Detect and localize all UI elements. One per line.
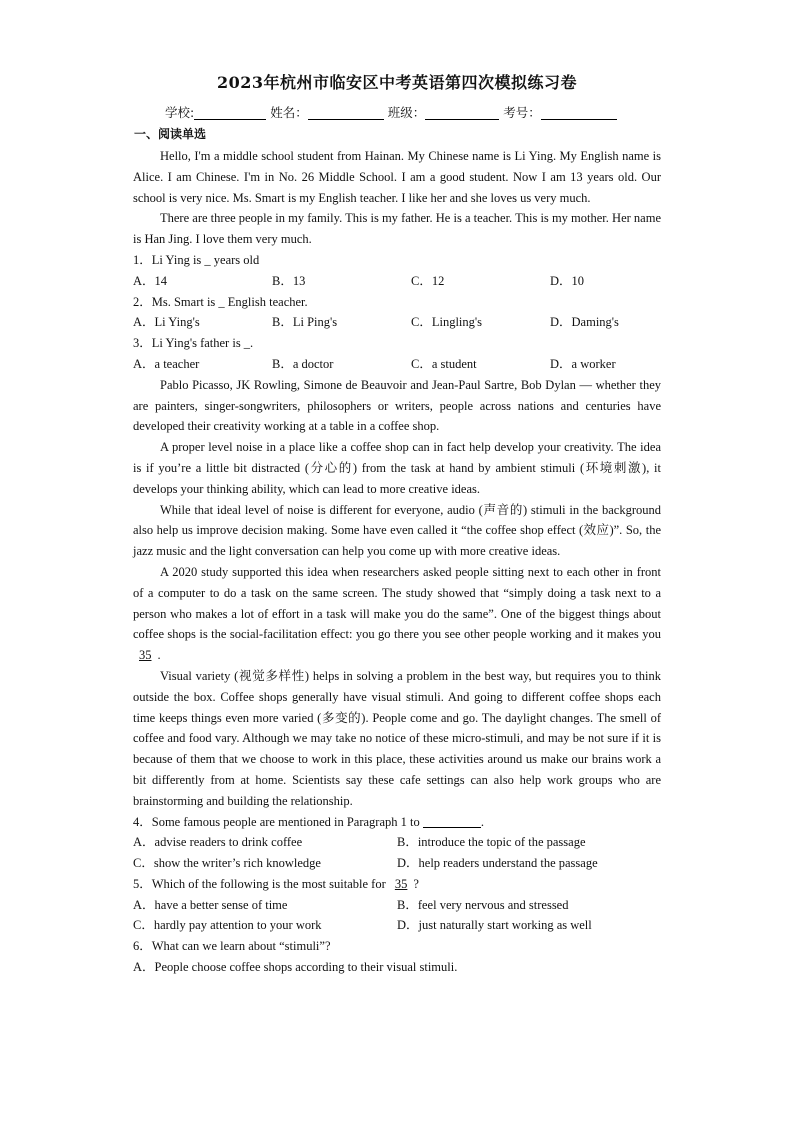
- q2-option-a[interactable]: A．Li Ying's: [133, 315, 200, 330]
- q1-option-a[interactable]: A．14: [133, 273, 168, 288]
- q4-option-a[interactable]: A．advise readers to drink coffee: [133, 835, 303, 850]
- q5-blank-35: 35: [394, 876, 408, 891]
- student-info-line: [165, 103, 617, 121]
- q5-option-a[interactable]: A．have a better sense of time: [133, 897, 288, 912]
- q1-option-c[interactable]: C．12: [411, 273, 445, 288]
- q1-option-d[interactable]: D．10: [550, 273, 585, 288]
- question-2-stem: 2．Ms. Smart is _ English teacher.: [133, 294, 308, 309]
- school-field[interactable]: [194, 105, 266, 120]
- q3-option-d[interactable]: D．a worker: [550, 356, 616, 371]
- q4-blank: [423, 815, 481, 828]
- exam-number-label: 考号：: [503, 105, 541, 120]
- question-1-stem: 1．Li Ying is _ years old: [133, 252, 260, 267]
- question-3-stem: 3．Li Ying's father is _.: [133, 336, 254, 351]
- q5-option-d[interactable]: D．just naturally start working as well: [397, 918, 592, 933]
- question-2-options: [133, 312, 661, 333]
- blank-35: 35: [139, 648, 152, 663]
- q2-option-d[interactable]: D．Daming's: [550, 315, 619, 330]
- passage2-paragraph-3: While that ideal level of noise is different for everyone, audio (声音的) stimuli in the background also help us improve decision making. Some have even called it “the coffee shop effect (效应)”. So, the jazz music and the light conversation can help you come up with more creative ideas.: [133, 502, 661, 559]
- school-label: 学校:: [165, 105, 195, 120]
- question-1-options: [133, 271, 661, 292]
- q4-option-b[interactable]: B．introduce the topic of the passage: [397, 835, 586, 850]
- q4-option-d[interactable]: D．help readers understand the passage: [397, 856, 598, 871]
- q1-option-b[interactable]: B．13: [272, 273, 306, 288]
- name-field[interactable]: [308, 105, 384, 120]
- passage2-paragraph-2: A proper level noise in a place like a coffee shop can in fact help develop your creativity. The idea is if you’re a little bit distracted (分心的) from the task at hand by ambient stimuli (环境刺激), it develops your thinking ability, which can lead to more creative ideas.: [133, 440, 661, 496]
- q5-option-c[interactable]: C．hardly pay attention to your work: [133, 918, 322, 933]
- q3-option-c[interactable]: C．a student: [411, 356, 477, 371]
- question-4-stem: [133, 812, 661, 833]
- name-label: 姓名：: [270, 105, 308, 120]
- passage1-paragraph-1: Hello, I'm a middle school student from Hainan. My Chinese name is Li Ying. My English name is Alice. I am Chinese. I'm in No. 26 Middle School. I am a good student. Now I am 13 years old. Our school is very nice. Ms. Smart is my English teacher. I like her and she loves us very much.: [133, 149, 661, 205]
- section-heading: 一、阅读单选: [134, 127, 207, 141]
- question-5-options-row-2: [133, 915, 661, 936]
- class-label: 班级：: [387, 105, 426, 120]
- page-title: 2023年杭州市临安区中考英语第四次模拟练习卷: [216, 73, 578, 92]
- paragraph-4-end: .: [157, 648, 161, 663]
- q2-option-c[interactable]: C．Lingling's: [411, 315, 483, 330]
- class-field[interactable]: [425, 105, 499, 120]
- q6-option-a[interactable]: A．People choose coffee shops according to their visual stimuli.: [133, 960, 458, 975]
- passage2-paragraph-1: Pablo Picasso, JK Rowling, Simone de Beauvoir and Jean-Paul Sartre, Bob Dylan — whether they are painters, singer-songwriters, philosophers or writers, people across nations and centuries have developed their creativity working at a table in a coffee shop.: [133, 377, 661, 434]
- q2-option-b[interactable]: B．Li Ping's: [272, 315, 338, 330]
- q5-stem-end: ?: [413, 876, 419, 891]
- q5-stem-text: 5．Which of the following is the most suitable for: [133, 876, 386, 891]
- passage1-paragraph-2: There are three people in my family. This is my father. He is a teacher. This is my mother. Her name is Han Jing. I love them very much.: [133, 211, 661, 247]
- q3-option-a[interactable]: A．a teacher: [133, 356, 200, 371]
- q3-option-b[interactable]: B．a doctor: [272, 356, 334, 371]
- reading-content: [133, 146, 661, 978]
- question-4-options-row-2: [133, 853, 661, 874]
- question-4-options-row-1: [133, 832, 661, 853]
- exam-number-field[interactable]: [541, 105, 617, 120]
- question-6-stem: 6．What can we learn about “stimuli”?: [133, 939, 331, 954]
- q4-stem-end: .: [480, 814, 484, 829]
- paragraph-4-text: A 2020 study supported this idea when researchers asked people sitting next to each other in front of a computer to do a task on the same screen. The study showed that “simply doing a task next to a person who makes a lot of effort in a task will make you do the same”. One of the biggest things about coffee shops is the social-facilitation effect: you go there you see other people working and it makes you: [133, 564, 661, 642]
- passage2-paragraph-5: Visual variety (视觉多样性) helps in solving a problem in the best way, but requires you to think outside the box. Coffee shops generally have visual stimuli. And going to different coffee shops each time keeps things even more varied (多变的). People come and go. The daylight changes. The smell of coffee and food vary. Although we may take no notice of these micro-stimuli, and may be not sure if it is because of them that we choose to work in this place, these activities around us make our brains work a bit differently from at home. Scientists say these cafe settings can also help work groups who are brainstorming and building the relationship.: [133, 668, 661, 808]
- question-5-stem: [133, 874, 661, 895]
- q4-option-c[interactable]: C．show the writer’s rich knowledge: [133, 856, 321, 871]
- question-5-options-row-1: [133, 895, 661, 916]
- q4-stem-text: 4．Some famous people are mentioned in Paragraph 1 to: [133, 814, 420, 829]
- passage2-paragraph-4: [133, 562, 661, 666]
- question-3-options: [133, 354, 661, 375]
- q5-option-b[interactable]: B．feel very nervous and stressed: [397, 897, 569, 912]
